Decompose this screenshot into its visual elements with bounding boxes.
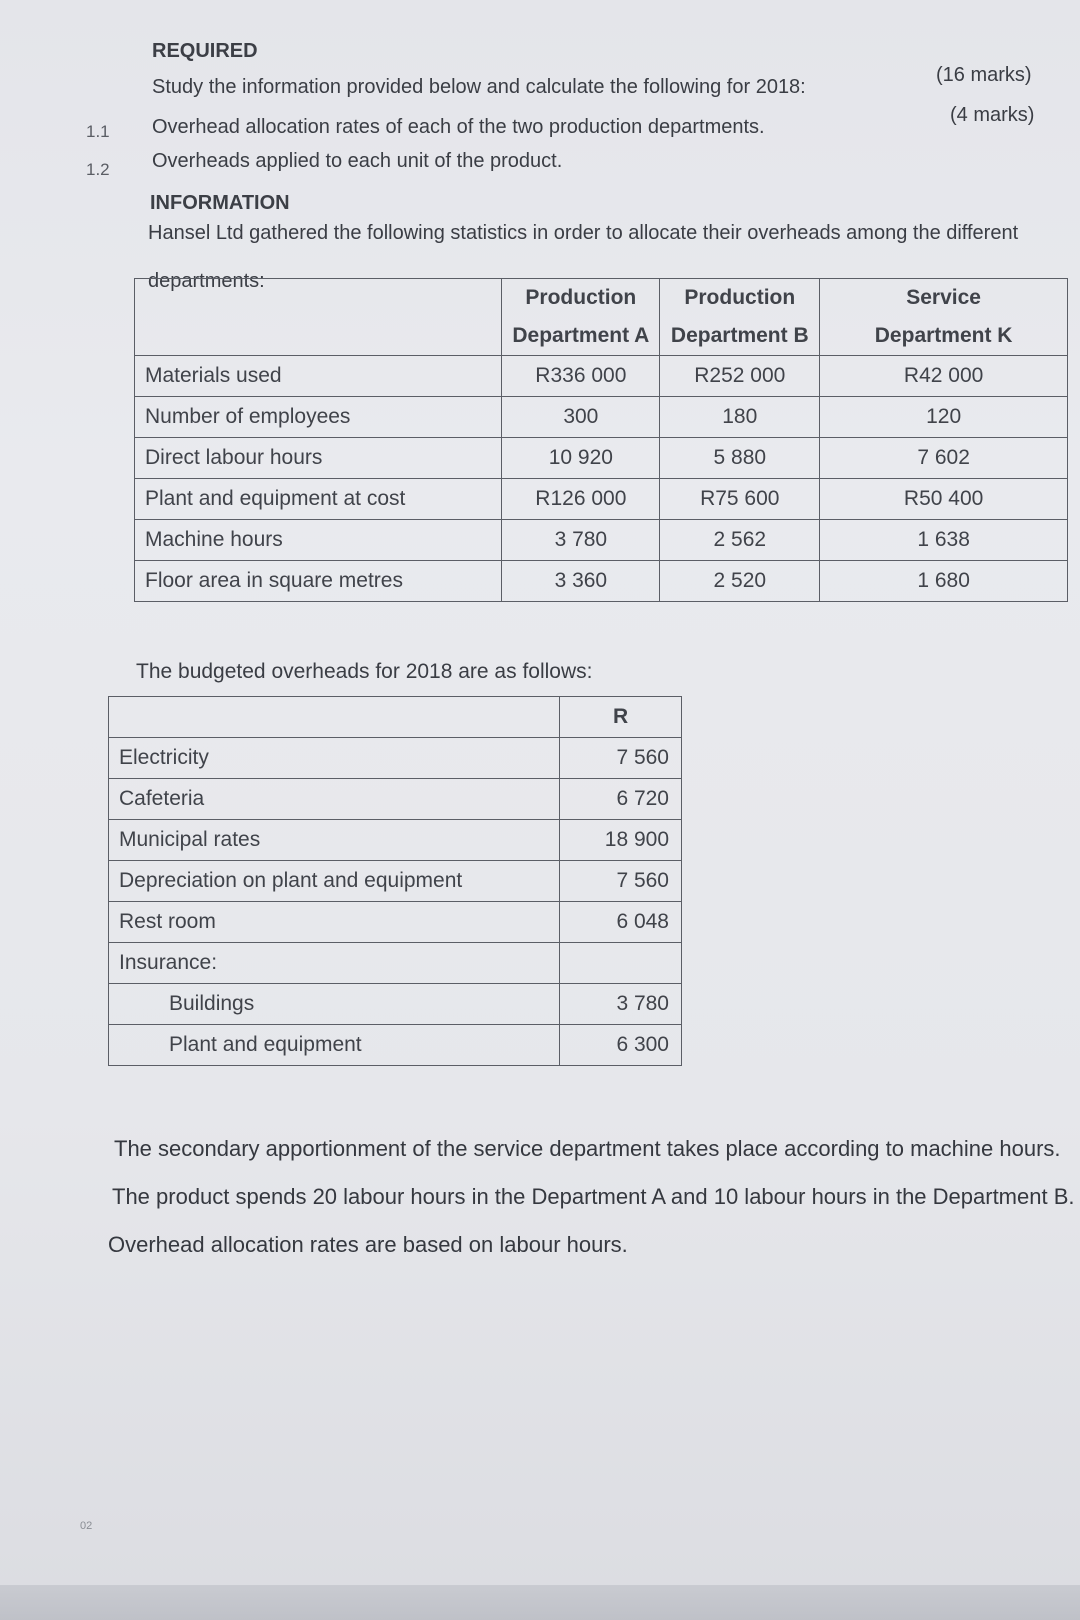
table-cell: R126 000	[502, 479, 660, 520]
table-cell: 7 560	[560, 738, 682, 779]
required-heading: REQUIRED	[152, 40, 258, 62]
row-label: Plant and equipment	[109, 1025, 560, 1066]
table-cell: 6 048	[560, 902, 682, 943]
table-cell: 2 520	[660, 561, 820, 602]
column-header: Department K	[820, 317, 1068, 356]
table-row	[109, 861, 682, 902]
column-header: Department B	[660, 317, 820, 356]
note-line: The product spends 20 labour hours in the Department A and 10 labour hours in the Department B.	[112, 1184, 1075, 1209]
table-cell: 2 562	[660, 520, 820, 561]
table-cell: 10 920	[502, 438, 660, 479]
table-row	[135, 356, 1068, 397]
information-intro: Hansel Ltd gathered the following statistics in order to allocate their overheads among the different	[148, 222, 1019, 244]
table-cell: 1 638	[820, 520, 1068, 561]
note-line: Overhead allocation rates are based on labour hours.	[108, 1232, 628, 1257]
column-header: Service	[820, 279, 1068, 318]
table-cell: 1 680	[820, 561, 1068, 602]
item-number: 1.2	[86, 160, 110, 179]
page-number: 02	[80, 1520, 93, 1532]
currency-header: R	[560, 697, 682, 738]
table-row	[109, 984, 682, 1025]
row-label: Insurance:	[109, 943, 560, 984]
table-cell: 6 720	[560, 779, 682, 820]
table-header-row	[109, 697, 682, 738]
table-row	[135, 520, 1068, 561]
table-row	[109, 820, 682, 861]
required-item-text: Overhead allocation rates of each of the two production departments.	[152, 116, 765, 138]
row-label: Cafeteria	[109, 779, 560, 820]
row-label: Machine hours	[135, 520, 502, 561]
column-header: Department A	[502, 317, 660, 356]
row-label: Buildings	[109, 984, 560, 1025]
required-item-text: Overheads applied to each unit of the product.	[152, 150, 563, 172]
table-row	[109, 738, 682, 779]
required-intro: Study the information provided below and calculate the following for 2018:	[152, 76, 806, 98]
statistics-table	[134, 278, 1068, 602]
row-label: Plant and equipment at cost	[135, 479, 502, 520]
row-label: Number of employees	[135, 397, 502, 438]
table-cell: 3 780	[502, 520, 660, 561]
row-label: Municipal rates	[109, 820, 560, 861]
table-cell: R252 000	[660, 356, 820, 397]
table-row	[109, 1025, 682, 1066]
page-edge	[0, 1585, 1080, 1620]
table-cell: 120	[820, 397, 1068, 438]
table-row	[135, 561, 1068, 602]
table-row	[109, 779, 682, 820]
row-label: Depreciation on plant and equipment	[109, 861, 560, 902]
marks-label: (16 marks)	[936, 64, 1032, 86]
note-line: The secondary apportionment of the service department takes place according to machine hours.	[114, 1136, 1061, 1161]
table-cell: 6 300	[560, 1025, 682, 1066]
table-cell: R50 400	[820, 479, 1068, 520]
table-cell: 7 560	[560, 861, 682, 902]
header-blank-cell	[109, 697, 560, 738]
budgeted-overheads-table	[108, 696, 682, 1066]
marks-label: (4 marks)	[950, 104, 1035, 126]
column-header: Production	[502, 279, 660, 318]
table-cell: 7 602	[820, 438, 1068, 479]
table-cell	[560, 943, 682, 984]
table-cell: R42 000	[820, 356, 1068, 397]
table-cell: 180	[660, 397, 820, 438]
table-cell: 3 780	[560, 984, 682, 1025]
header-blank-cell	[135, 279, 502, 356]
item-number: 1.1	[86, 122, 110, 141]
table-row	[109, 902, 682, 943]
row-label: Floor area in square metres	[135, 561, 502, 602]
information-intro-cont: departments:	[148, 270, 265, 292]
table-cell: R75 600	[660, 479, 820, 520]
row-label: Electricity	[109, 738, 560, 779]
row-label: Direct labour hours	[135, 438, 502, 479]
table-cell: 3 360	[502, 561, 660, 602]
information-heading: INFORMATION	[150, 192, 290, 214]
table-header-row	[135, 279, 1068, 318]
budget-intro: The budgeted overheads for 2018 are as follows:	[136, 660, 593, 683]
table-row	[135, 438, 1068, 479]
column-header: Production	[660, 279, 820, 318]
table-row	[135, 397, 1068, 438]
table-cell: 5 880	[660, 438, 820, 479]
table-cell: 18 900	[560, 820, 682, 861]
row-label: Materials used	[135, 356, 502, 397]
table-cell: 300	[502, 397, 660, 438]
table-row	[109, 943, 682, 984]
table-cell: R336 000	[502, 356, 660, 397]
table-row	[135, 479, 1068, 520]
row-label: Rest room	[109, 902, 560, 943]
